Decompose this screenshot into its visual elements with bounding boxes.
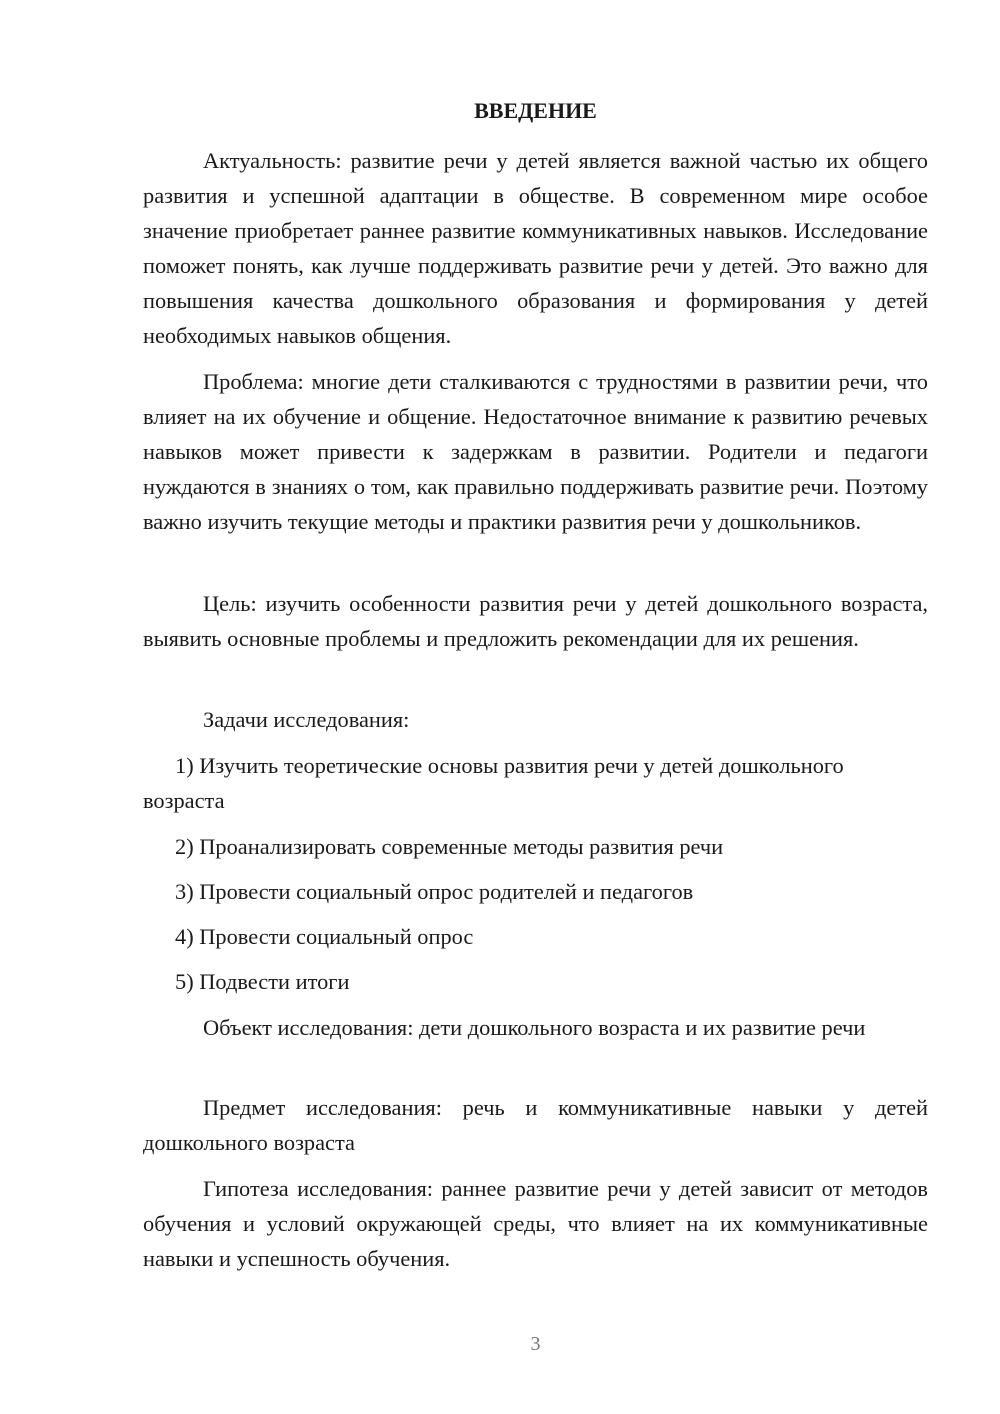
page-number: 3 bbox=[530, 1333, 541, 1355]
section-title: ВВЕДЕНИЕ bbox=[474, 98, 597, 123]
object-paragraph: Объект исследования: дети дошкольного возраста и их развитие речи bbox=[203, 1015, 866, 1040]
task-item-5: 5) Подвести итоги bbox=[175, 969, 350, 994]
relevance-paragraph: Актуальность: развитие речи у детей является важной частью их общего развития и успешной адаптации в обществе. В современном мире особое значение приобретает раннее развитие коммуникативных навыков. Исследование поможет понять, как лучше поддерживать развитие речи у детей. Это важно для повышения качества дошкольного образования и формирования у детей необходимых навыков общения. bbox=[143, 148, 928, 348]
task-item-4: 4) Провести социальный опрос bbox=[175, 924, 474, 949]
task-item-2: 2) Проанализировать современные методы развития речи bbox=[175, 834, 724, 859]
document-page bbox=[143, 0, 928, 1414]
hypothesis-paragraph: Гипотеза исследования: раннее развитие речи у детей зависит от методов обучения и условий окружающей среды, что влияет на их коммуникативные навыки и успешность обучения. bbox=[143, 1176, 928, 1271]
task-item-3: 3) Провести социальный опрос родителей и педагогов bbox=[175, 879, 694, 904]
goal-paragraph: Цель: изучить особенности развития речи у детей дошкольного возраста, выявить основные проблемы и предложить рекомендации для их решения. bbox=[143, 591, 928, 651]
task-item-1: 1) Изучить теоретические основы развития речи у детей дошкольного возраста bbox=[143, 753, 844, 813]
tasks-heading: Задачи исследования: bbox=[203, 707, 410, 732]
subject-paragraph: Предмет исследования: речь и коммуникативные навыки у детей дошкольного возраста bbox=[143, 1095, 928, 1155]
problem-paragraph: Проблема: многие дети сталкиваются с трудностями в развитии речи, что влияет на их обучение и общение. Недостаточное внимание к развитию речевых навыков может привести к задержкам в развитии. Родители и педагоги нуждаются в знаниях о том, как правильно поддерживать развитие речи. Поэтому важно изучить текущие методы и практики развития речи у дошкольников. bbox=[143, 369, 928, 534]
